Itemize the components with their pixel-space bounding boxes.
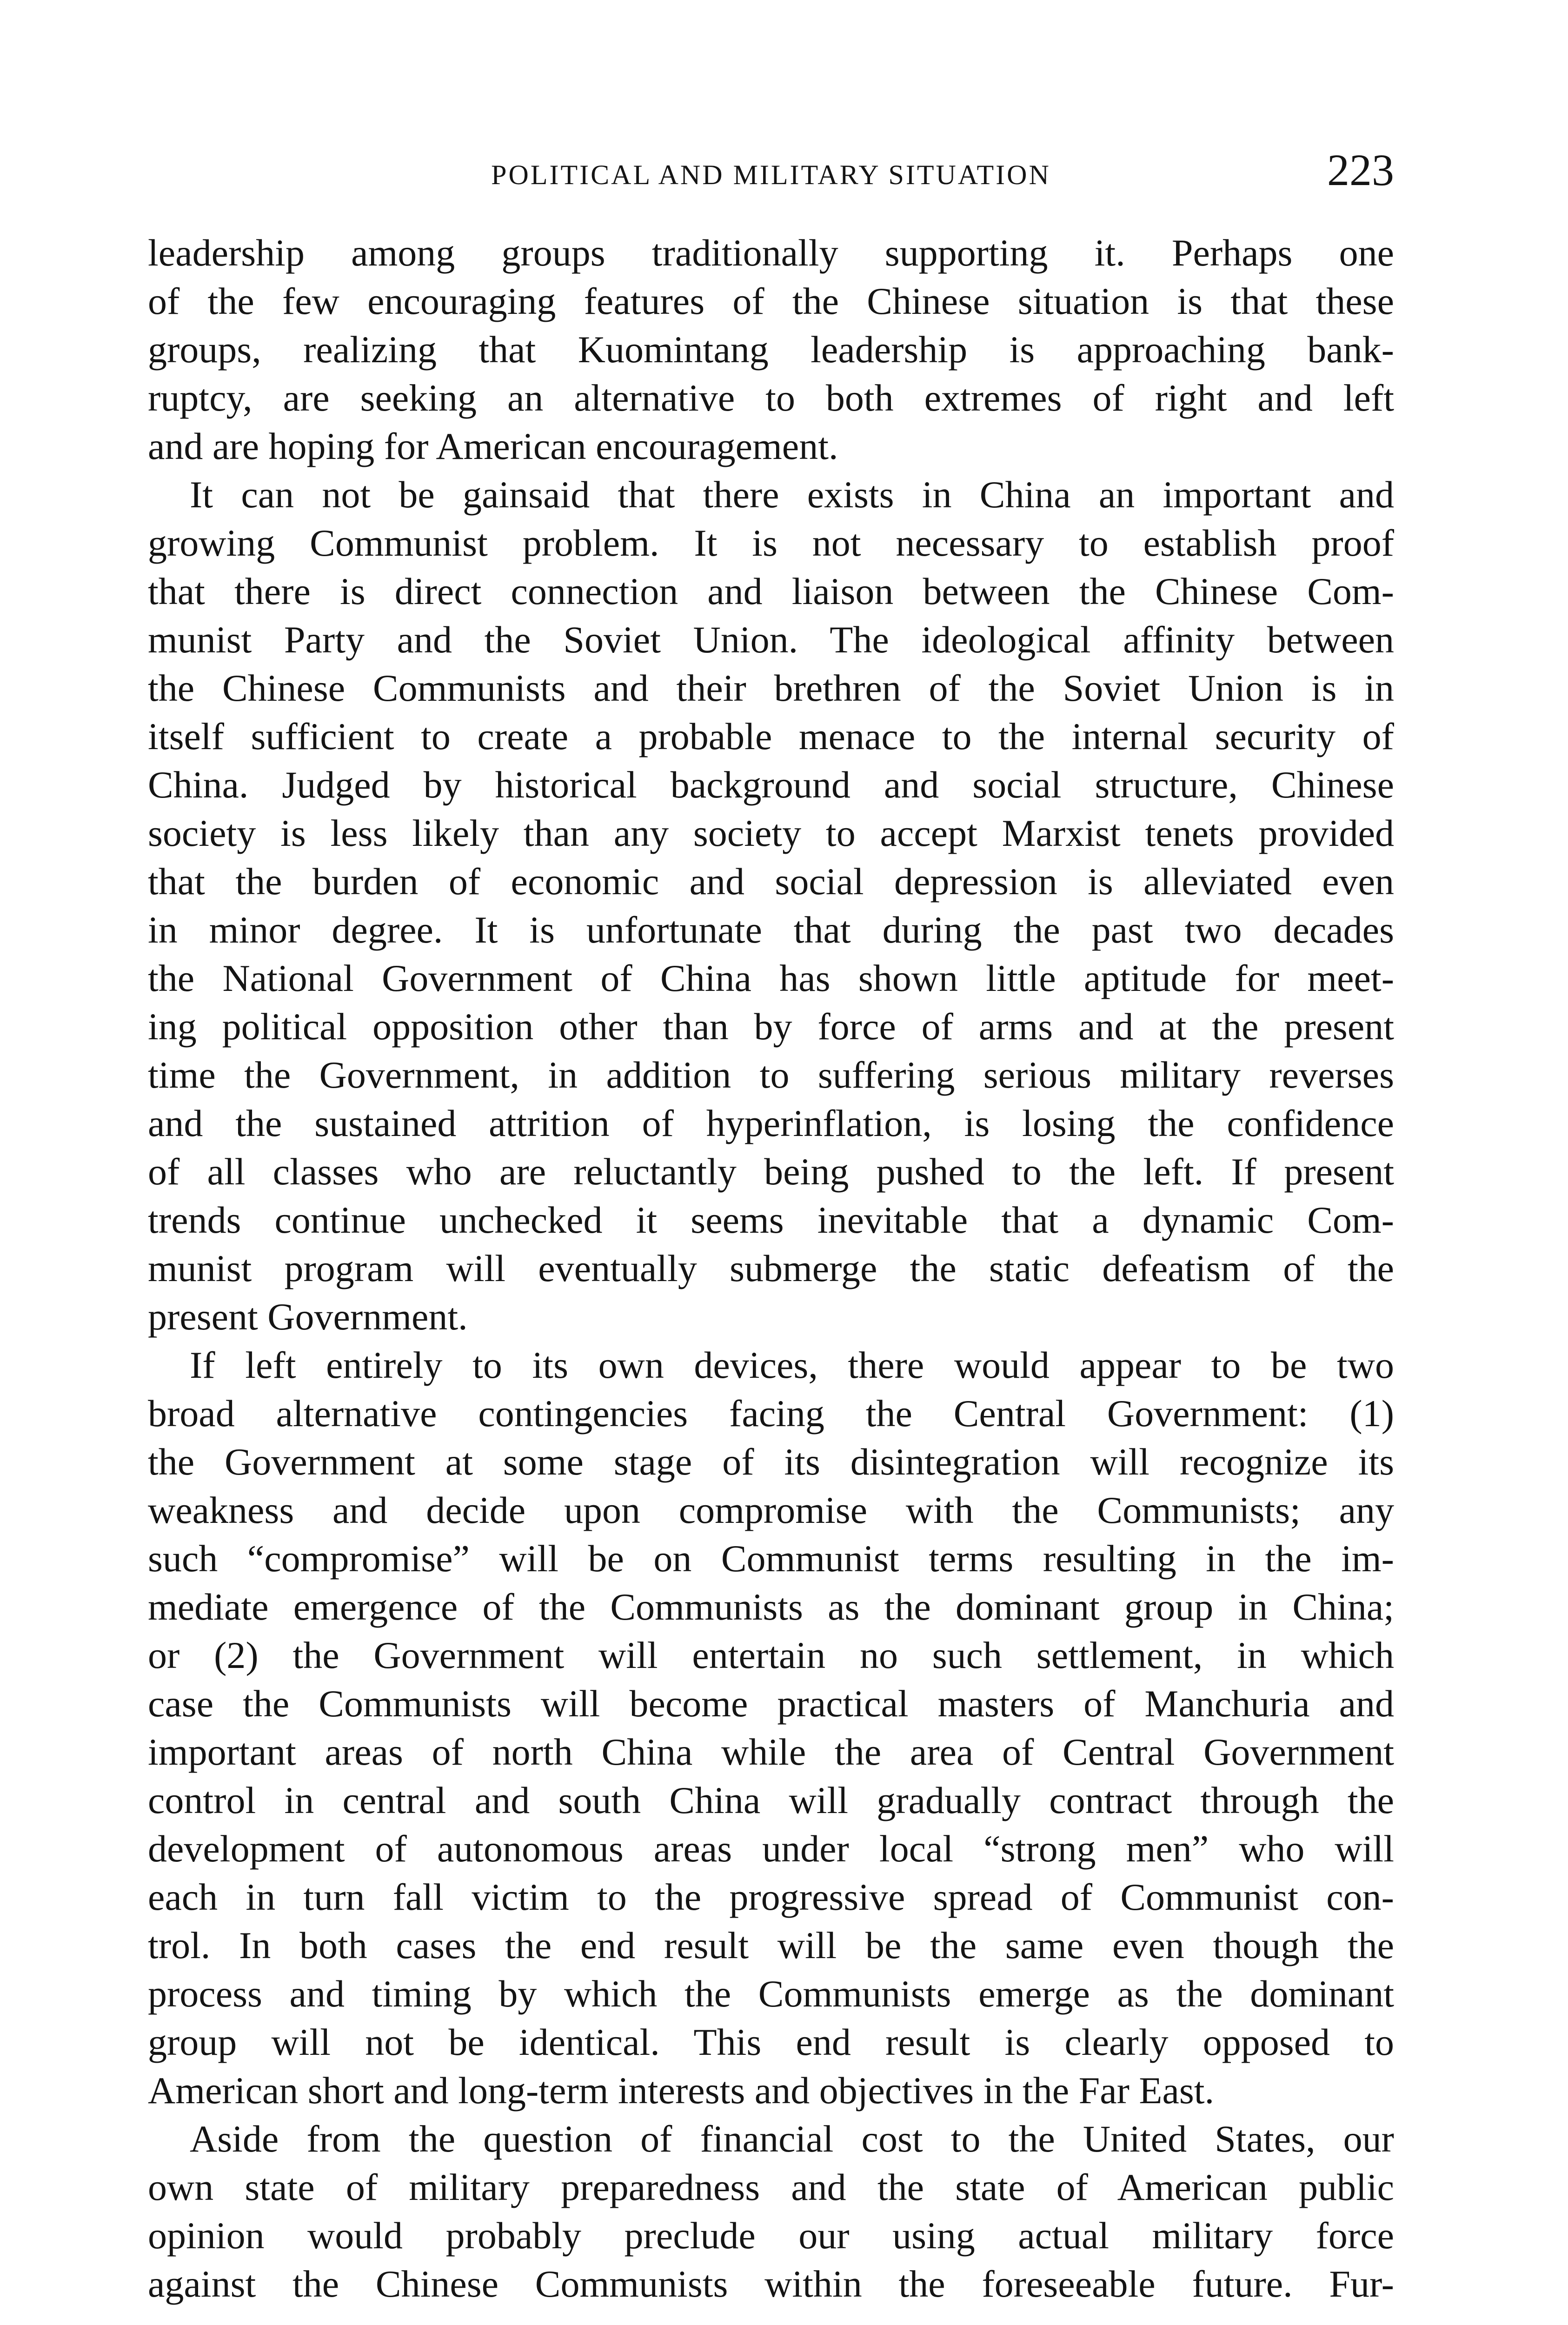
paragraph-3 <box>148 1341 1394 2115</box>
text-line: broad alternative contingencies facing the Central Government: (1) <box>148 1392 1394 1435</box>
text-line: China. Judged by historical background and social structure, Chinese <box>148 764 1394 806</box>
text-line: of all classes who are reluctantly being pushed to the left. If present <box>148 1150 1394 1193</box>
text-line: process and timing by which the Communists emerge as the dominant <box>148 1973 1394 2015</box>
paragraph-4 <box>148 2115 1394 2308</box>
text-line: present Government. <box>148 1295 468 1338</box>
running-title: POLITICAL AND MILITARY SITUATION <box>491 159 1051 190</box>
paragraph-1 <box>148 229 1394 471</box>
text-line: itself sufficient to create a probable menace to the internal security of <box>148 715 1394 757</box>
text-line: development of autonomous areas under local “strong men” who will <box>148 1827 1394 1870</box>
text-line: against the Chinese Communists within the foreseeable future. Fur- <box>148 2263 1394 2305</box>
text-line: leadership among groups traditionally supporting it. Perhaps one <box>148 232 1394 274</box>
text-line: groups, realizing that Kuomintang leadership is approaching bank- <box>148 328 1394 371</box>
text-line: American short and long-term interests and objectives in the Far East. <box>148 2069 1215 2112</box>
text-line: trol. In both cases the end result will be the same even though the <box>148 1924 1394 1966</box>
text-line: own state of military preparedness and the state of American public <box>148 2166 1394 2208</box>
text-line: trends continue unchecked it seems inevitable that a dynamic Com- <box>148 1199 1394 1241</box>
text-line: and the sustained attrition of hyperinflation, is losing the confidence <box>148 1102 1394 1144</box>
text-line: group will not be identical. This end result is clearly opposed to <box>148 2021 1394 2063</box>
text-line: ruptcy, are seeking an alternative to both extremes of right and left <box>148 377 1394 419</box>
text-line: time the Government, in addition to suffering serious military reverses <box>148 1054 1394 1096</box>
text-line: the Government at some stage of its disintegration will recognize its <box>148 1441 1394 1483</box>
text-line: Aside from the question of financial cost to the United States, our <box>190 2118 1394 2160</box>
text-line: growing Communist problem. It is not necessary to establish proof <box>148 522 1394 564</box>
text-line: weakness and decide upon compromise with the Communists; any <box>148 1489 1394 1531</box>
page-number: 223 <box>1327 145 1394 195</box>
text-line: case the Communists will become practical masters of Manchuria and <box>148 1682 1394 1725</box>
text-line: the National Government of China has shown little aptitude for meet- <box>148 957 1394 999</box>
text-line: important areas of north China while the area of Central Government <box>148 1731 1394 1773</box>
text-line: munist program will eventually submerge the static defeatism of the <box>148 1247 1394 1289</box>
text-line: that there is direct connection and liaison between the Chinese Com- <box>148 570 1394 612</box>
text-line: ing political opposition other than by force of arms and at the present <box>148 1005 1394 1048</box>
text-line: society is less likely than any society to accept Marxist tenets provided <box>148 812 1394 854</box>
running-header <box>148 145 1394 199</box>
text-line: such “compromise” will be on Communist terms resulting in the im- <box>148 1537 1394 1580</box>
text-line: control in central and south China will gradually contract through the <box>148 1779 1394 1821</box>
text-line: or (2) the Government will entertain no such settlement, in which <box>148 1634 1394 1676</box>
text-line: If left entirely to its own devices, there would appear to be two <box>190 1344 1394 1386</box>
body-text <box>148 229 1394 2308</box>
text-line: in minor degree. It is unfortunate that during the past two decades <box>148 909 1394 951</box>
text-line: each in turn fall victim to the progressive spread of Communist con- <box>148 1876 1394 1918</box>
text-line: opinion would probably preclude our using actual military force <box>148 2214 1394 2257</box>
text-line: of the few encouraging features of the Chinese situation is that these <box>148 280 1394 322</box>
text-line: munist Party and the Soviet Union. The ideological affinity between <box>148 618 1394 661</box>
text-line: It can not be gainsaid that there exists in China an important and <box>190 473 1394 516</box>
text-line: that the burden of economic and social depression is alleviated even <box>148 860 1394 903</box>
text-line: mediate emergence of the Communists as the dominant group in China; <box>148 1586 1394 1628</box>
text-line: and are hoping for American encouragement. <box>148 425 838 467</box>
paragraph-2 <box>148 471 1394 1341</box>
text-line: the Chinese Communists and their brethren of the Soviet Union is in <box>148 667 1394 709</box>
